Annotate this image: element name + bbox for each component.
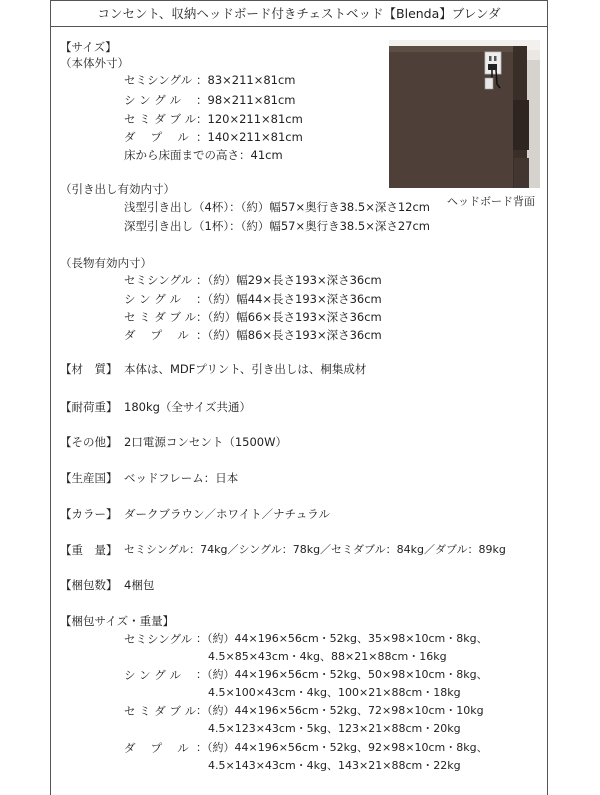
package-label: セミシングル [124,632,193,646]
drawer-size-heading: （引き出し有効内寸） [60,182,175,196]
outer-label: シ ン グ ル [124,93,181,107]
package-line: ：（約）44×196×56cm・52kg、35×98×10cm・8kg、 [196,632,488,645]
outer-value: ：120×211×81cm [196,112,303,126]
package-heading: 【梱包サイズ・重量】 [60,614,175,628]
package-line: 4.5×100×43cm・4kg、100×21×88cm・18kg [208,686,461,699]
outer-label: セミシングル [124,73,193,87]
spec-label: 【重 量】 [60,543,118,557]
long-label: セ ミ ダ ブ ル [124,310,197,324]
spec-label: 【耐荷重】 [60,400,118,414]
long-value: ：（約）幅66×長さ193×深さ36cm [196,310,382,324]
spec-value: ベッドフレーム：日本 [124,471,239,485]
long-value: ：（約）幅44×長さ193×深さ36cm [196,292,382,306]
outer-value: ：140×211×81cm [196,130,303,144]
spec-value: 2口電源コンセント（1500W） [124,435,287,449]
long-size-heading: （長物有効内寸） [60,256,152,270]
spec-label: 【梱包数】 [60,578,118,592]
drawer-row: 深型引き出し（1杯）：（約）幅57×奥行き38.5×深さ27cm [124,219,430,233]
package-line: ：（約）44×196×56cm・52kg、50×98×10cm・8kg、 [196,668,488,681]
long-label: セミシングル [124,273,193,287]
package-line: 4.5×123×43cm・5kg、123×21×88cm・20kg [208,722,461,735]
package-label: シ ン グ ル [124,668,181,682]
long-label: シ ン グ ル [124,292,181,306]
package-line: 4.5×85×43cm・4kg、88×21×88cm・16kg [208,650,447,663]
headboard-photo [389,40,540,188]
package-label: セ ミ ダ ブ ル [124,704,197,718]
drawer-row: 浅型引き出し（4杯）：（約）幅57×奥行き38.5×深さ12cm [124,200,430,214]
spec-label: 【その他】 [60,435,118,449]
package-label: ダ プ ル [124,741,189,755]
headboard-illustration [389,40,540,188]
spec-label: 【カラー】 [60,507,118,521]
spec-value: セミシングル：74kg／シングル：78kg／セミダブル：84kg／ダブル：89kg [124,543,506,556]
package-line: ：（約）44×196×56cm・52kg、72×98×10cm・10kg [196,704,484,717]
size-heading: 【サイズ】 [60,40,117,54]
long-label: ダ プ ル [124,328,189,342]
spec-value: 本体は、MDFプリント、引き出しは、桐集成材 [124,362,367,376]
spec-value: ダークブラウン／ホワイト／ナチュラル [124,507,330,521]
long-value: ：（約）幅86×長さ193×深さ36cm [196,328,382,342]
outer-value: ：98×211×81cm [196,93,296,107]
outer-label: ダ プ ル [124,130,189,144]
photo-caption: ヘッドボード背面 [447,195,535,208]
outer-size-heading: （本体外寸） [60,56,129,70]
page-title: コンセント、収納ヘッドボード付きチェストベッド【Blenda】ブレンダ [50,0,548,27]
floor-height: 床から床面までの高さ：41cm [124,148,283,162]
long-value: ：（約）幅29×長さ193×深さ36cm [196,273,382,287]
package-line: ：（約）44×196×56cm・52kg、92×98×10cm・8kg、 [196,741,488,754]
spec-value: 180kg（全サイズ共通） [124,400,251,414]
spec-label: 【材 質】 [60,362,118,376]
outer-value: ：83×211×81cm [196,73,296,87]
outer-label: セ ミ ダ ブ ル [124,112,197,126]
spec-value: 4梱包 [124,578,155,592]
package-line: 4.5×143×43cm・4kg、143×21×88cm・22kg [208,759,461,772]
spec-label: 【生産国】 [60,471,118,485]
